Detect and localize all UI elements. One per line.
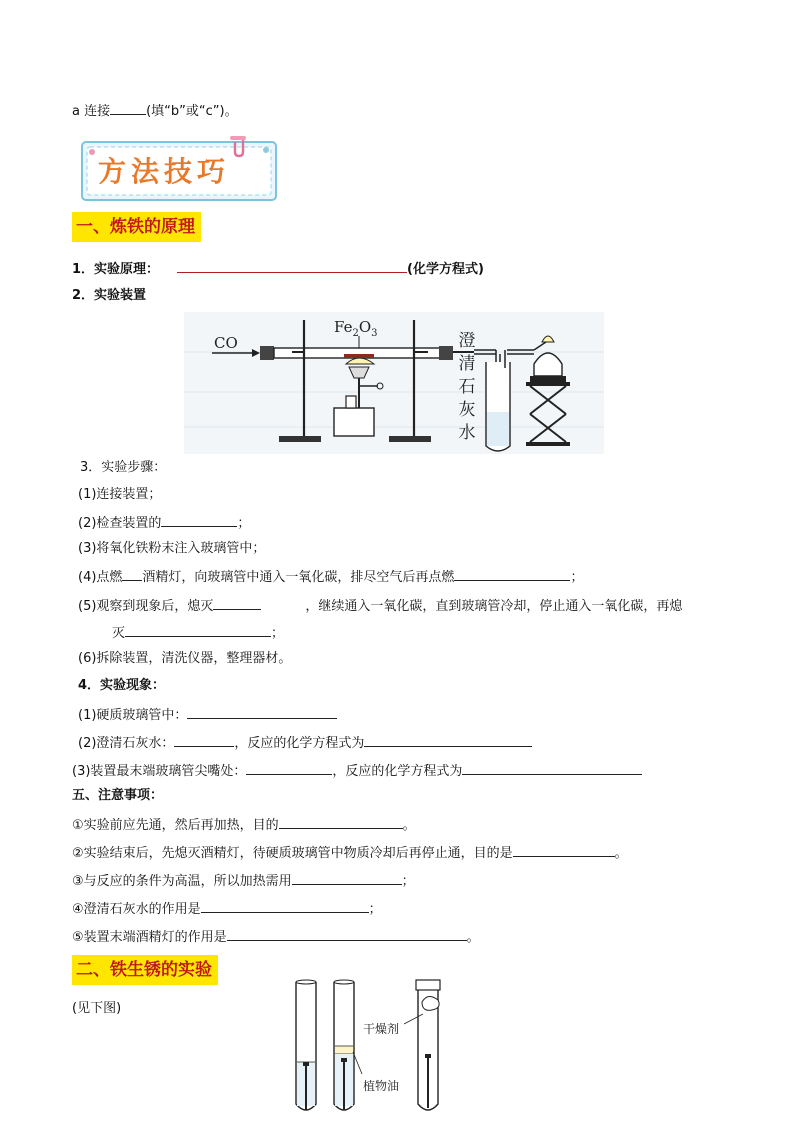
step-4-blank-1[interactable] [122,567,142,581]
step-4-blank-2[interactable] [454,567,570,581]
top-blank[interactable] [110,101,146,115]
step-5-blank-2[interactable] [125,623,271,637]
see-below: (见下图) [72,1001,122,1016]
fe-label: Fe [334,318,353,336]
banner-title: 方法技巧 [98,155,231,188]
phenomenon-3-blank-1[interactable] [246,761,332,775]
principle-label: 1．实验原理： [72,262,160,277]
step-3: (3)将氧化铁粉末注入玻璃管中； [78,541,266,556]
phenomenon-2-blank-1[interactable] [174,733,234,747]
principle-suffix: (化学方程式) [407,262,484,277]
notes-heading: 五、注意事项： [72,788,164,803]
phenomenon-2 [78,733,532,753]
step-6: (6)拆除装置，清洗仪器，整理器材。 [78,651,292,666]
step-4-c: ； [570,570,584,585]
limewater-label: 澄清石灰水 [458,331,476,443]
phenomenon-2-blank-2[interactable] [364,733,532,747]
fe-o: O [358,318,372,336]
steps-heading: 3．实验步骤： [80,460,167,475]
fe-sub1: 2 [352,328,359,339]
note-3-suffix: ； [401,874,415,889]
phenomenon-3-mid: ，反应的化学方程式为 [332,764,463,779]
phenomena-heading: 4．实验现象： [78,678,166,693]
step-4-a: (4)点燃 [78,570,123,585]
phenomenon-3-blank-2[interactable] [462,761,642,775]
co-label: CO [214,334,238,352]
note-3 [72,871,415,891]
phenomenon-2-mid: ，反应的化学方程式为 [234,736,365,751]
step-2 [78,513,250,533]
step-4 [78,567,583,587]
note-2-blank[interactable] [513,843,615,857]
note-5-suffix: 。 [466,930,480,945]
principle-line [72,259,484,279]
step-5-blank-1[interactable] [213,596,261,610]
section2-heading: 二、铁生锈的实验 [72,955,218,985]
note-5-blank[interactable] [227,927,467,941]
step-5-b: ，继续通入一氧化碳，直到玻璃管冷却，停止通入一氧化碳，再熄 [305,599,683,614]
step-5-c: 灭 [112,626,126,641]
note-4-suffix: ； [368,902,382,917]
step-5-d: ； [271,626,285,641]
apparatus-title: 2．实验装置 [72,288,147,303]
note-2-prefix: ②实验结束后，先熄灭酒精灯，待硬质玻璃管中物质冷却后再停止通，目的是 [72,846,513,861]
step-5-a: (5)观察到现象后，熄灭 [78,599,214,614]
step-4-b: 酒精灯，向玻璃管中通入一氧化碳，排尽空气后再点燃 [142,570,455,585]
note-4 [72,899,382,919]
note-1-prefix: ①实验前应先通，然后再加热，目的 [72,818,279,833]
top-prefix: a 连接 [72,104,111,119]
step-2-prefix: (2)检查装置的 [78,516,162,531]
rust-experiment-figure [286,974,456,1118]
fe-sub2: 3 [371,328,378,339]
note-2-suffix: 。 [614,846,628,861]
top-fill-line [72,101,238,121]
label-vegetable-oil: 植物油 [363,1079,400,1093]
note-5-prefix: ⑤装置末端酒精灯的作用是 [72,930,227,945]
step-5-cont [112,623,284,643]
note-2 [72,843,628,863]
phenomenon-1 [78,705,337,725]
principle-blank[interactable] [177,259,407,273]
note-4-prefix: ④澄清石灰水的作用是 [72,902,201,917]
step-2-suffix: ； [237,516,251,531]
apparatus-diagram [184,312,604,454]
step-1: (1)连接装置； [78,487,162,502]
note-3-prefix: ③与反应的条件为高温，所以加热需用 [72,874,292,889]
note-5 [72,927,480,947]
section1-heading: 一、炼铁的原理 [72,212,201,242]
note-1-blank[interactable] [279,815,403,829]
note-1 [72,815,416,835]
label-desiccant: 干燥剂 [363,1022,400,1036]
phenomenon-1-prefix: (1)硬质玻璃管中： [78,708,188,723]
phenomenon-3 [72,761,642,781]
top-suffix: (填“b”或“c”)。 [146,104,238,119]
phenomenon-2-prefix: (2)澄清石灰水： [78,736,175,751]
phenomenon-1-blank[interactable] [187,705,337,719]
step-5 [78,596,682,616]
note-4-blank[interactable] [201,899,369,913]
phenomenon-3-prefix: (3)装置最末端玻璃管尖嘴处： [72,764,247,779]
note-1-suffix: 。 [402,818,416,833]
step-2-blank[interactable] [161,513,237,527]
note-3-blank[interactable] [292,871,402,885]
